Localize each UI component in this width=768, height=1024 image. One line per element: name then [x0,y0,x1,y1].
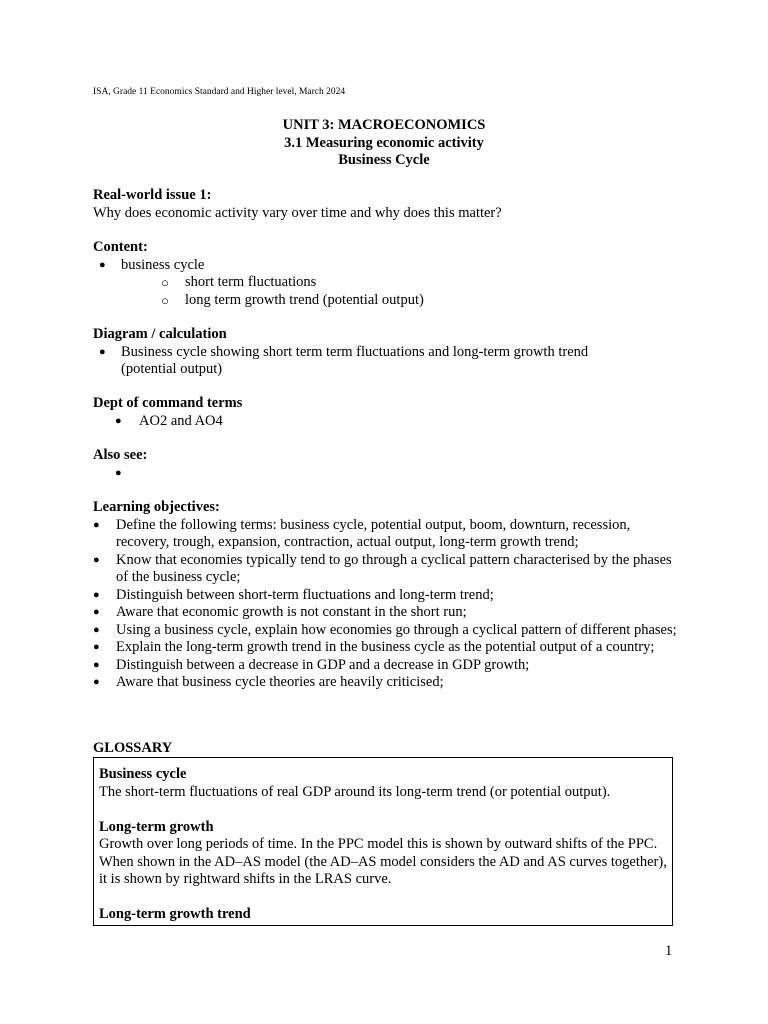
list-item [93,465,683,483]
spacer [99,889,667,907]
glossary-term: Long-term growth trend [99,906,251,922]
spacer [99,801,667,819]
real-world-text: Why does economic activity vary over time and why does this matter? [93,204,502,221]
title-block [93,117,675,170]
list-item: ● Define the following terms: business cycle, potential output, boom, downturn, recession, recovery, trough, expansion, contraction, actual output, long-term growth trend; [93,517,683,552]
glossary-definition: Growth over long periods of time. In the PPC model this is shown by outward shifts of the PPC. When shown in the AD–AS model (the AD–AS model considers the AD and AS curves together), it is shown by rightward shifts in the LRAS curve. [99,836,667,887]
diagram-heading: Diagram / calculation [93,326,227,342]
section-title: 3.1 Measuring economic activity [284,134,484,151]
also-see-heading: Also see: [93,447,148,463]
diagram-section [93,326,683,379]
document-header: ISA, Grade 11 Economics Standard and Higher level, March 2024 [93,87,346,97]
command-terms-section [93,395,683,430]
diagram-list [93,344,683,379]
content-list [93,257,683,310]
glossary-definition: The short-term fluctuations of real GDP around its long-term trend (or potential output). [99,783,611,800]
list-item: ● business cycle [93,257,683,275]
topic-title: Business Cycle [338,152,430,168]
list-item: ● Explain the long-term growth trend in the business cycle as the potential output of a country; [93,639,683,657]
list-item: ● Know that economies typically tend to go through a cyclical pattern characterised by the phases of the business cycle; [93,552,683,587]
list-item: ● Distinguish between a decrease in GDP and a decrease in GDP growth; [93,657,683,675]
list-item: ○ long term growth trend (potential output) [93,292,683,310]
real-world-heading: Real-world issue 1: [93,187,212,203]
also-see-section [93,447,683,482]
learning-objectives-heading: Learning objectives: [93,499,220,515]
glossary-box [93,757,673,926]
command-terms-list [93,413,683,431]
unit-title: UNIT 3: MACROECONOMICS [282,117,486,133]
real-world-issue-section [93,187,683,222]
glossary-term: Business cycle [99,766,187,782]
list-item: ● Aware that business cycle theories are heavily criticised; [93,674,683,692]
learning-objectives-section [93,499,683,692]
command-terms-heading: Dept of command terms [93,395,243,411]
content-heading: Content: [93,239,148,255]
learning-objectives-list [93,517,683,692]
glossary-heading: GLOSSARY [93,740,173,756]
also-see-list [93,465,683,483]
list-item: ● Aware that economic growth is not constant in the short run; [93,604,683,622]
list-item: ● AO2 and AO4 [93,413,683,431]
glossary-term: Long-term growth [99,818,214,835]
page-number: 1 [665,943,673,959]
list-item: ● Distinguish between short-term fluctuations and long-term trend; [93,587,683,605]
list-item: ● Using a business cycle, explain how economies go through a cyclical pattern of different phases; [93,622,683,640]
content-section [93,239,683,309]
list-item: ● Business cycle showing short term term fluctuations and long-term growth trend (potential output) [93,344,683,379]
list-item: ○ short term fluctuations [93,274,683,292]
